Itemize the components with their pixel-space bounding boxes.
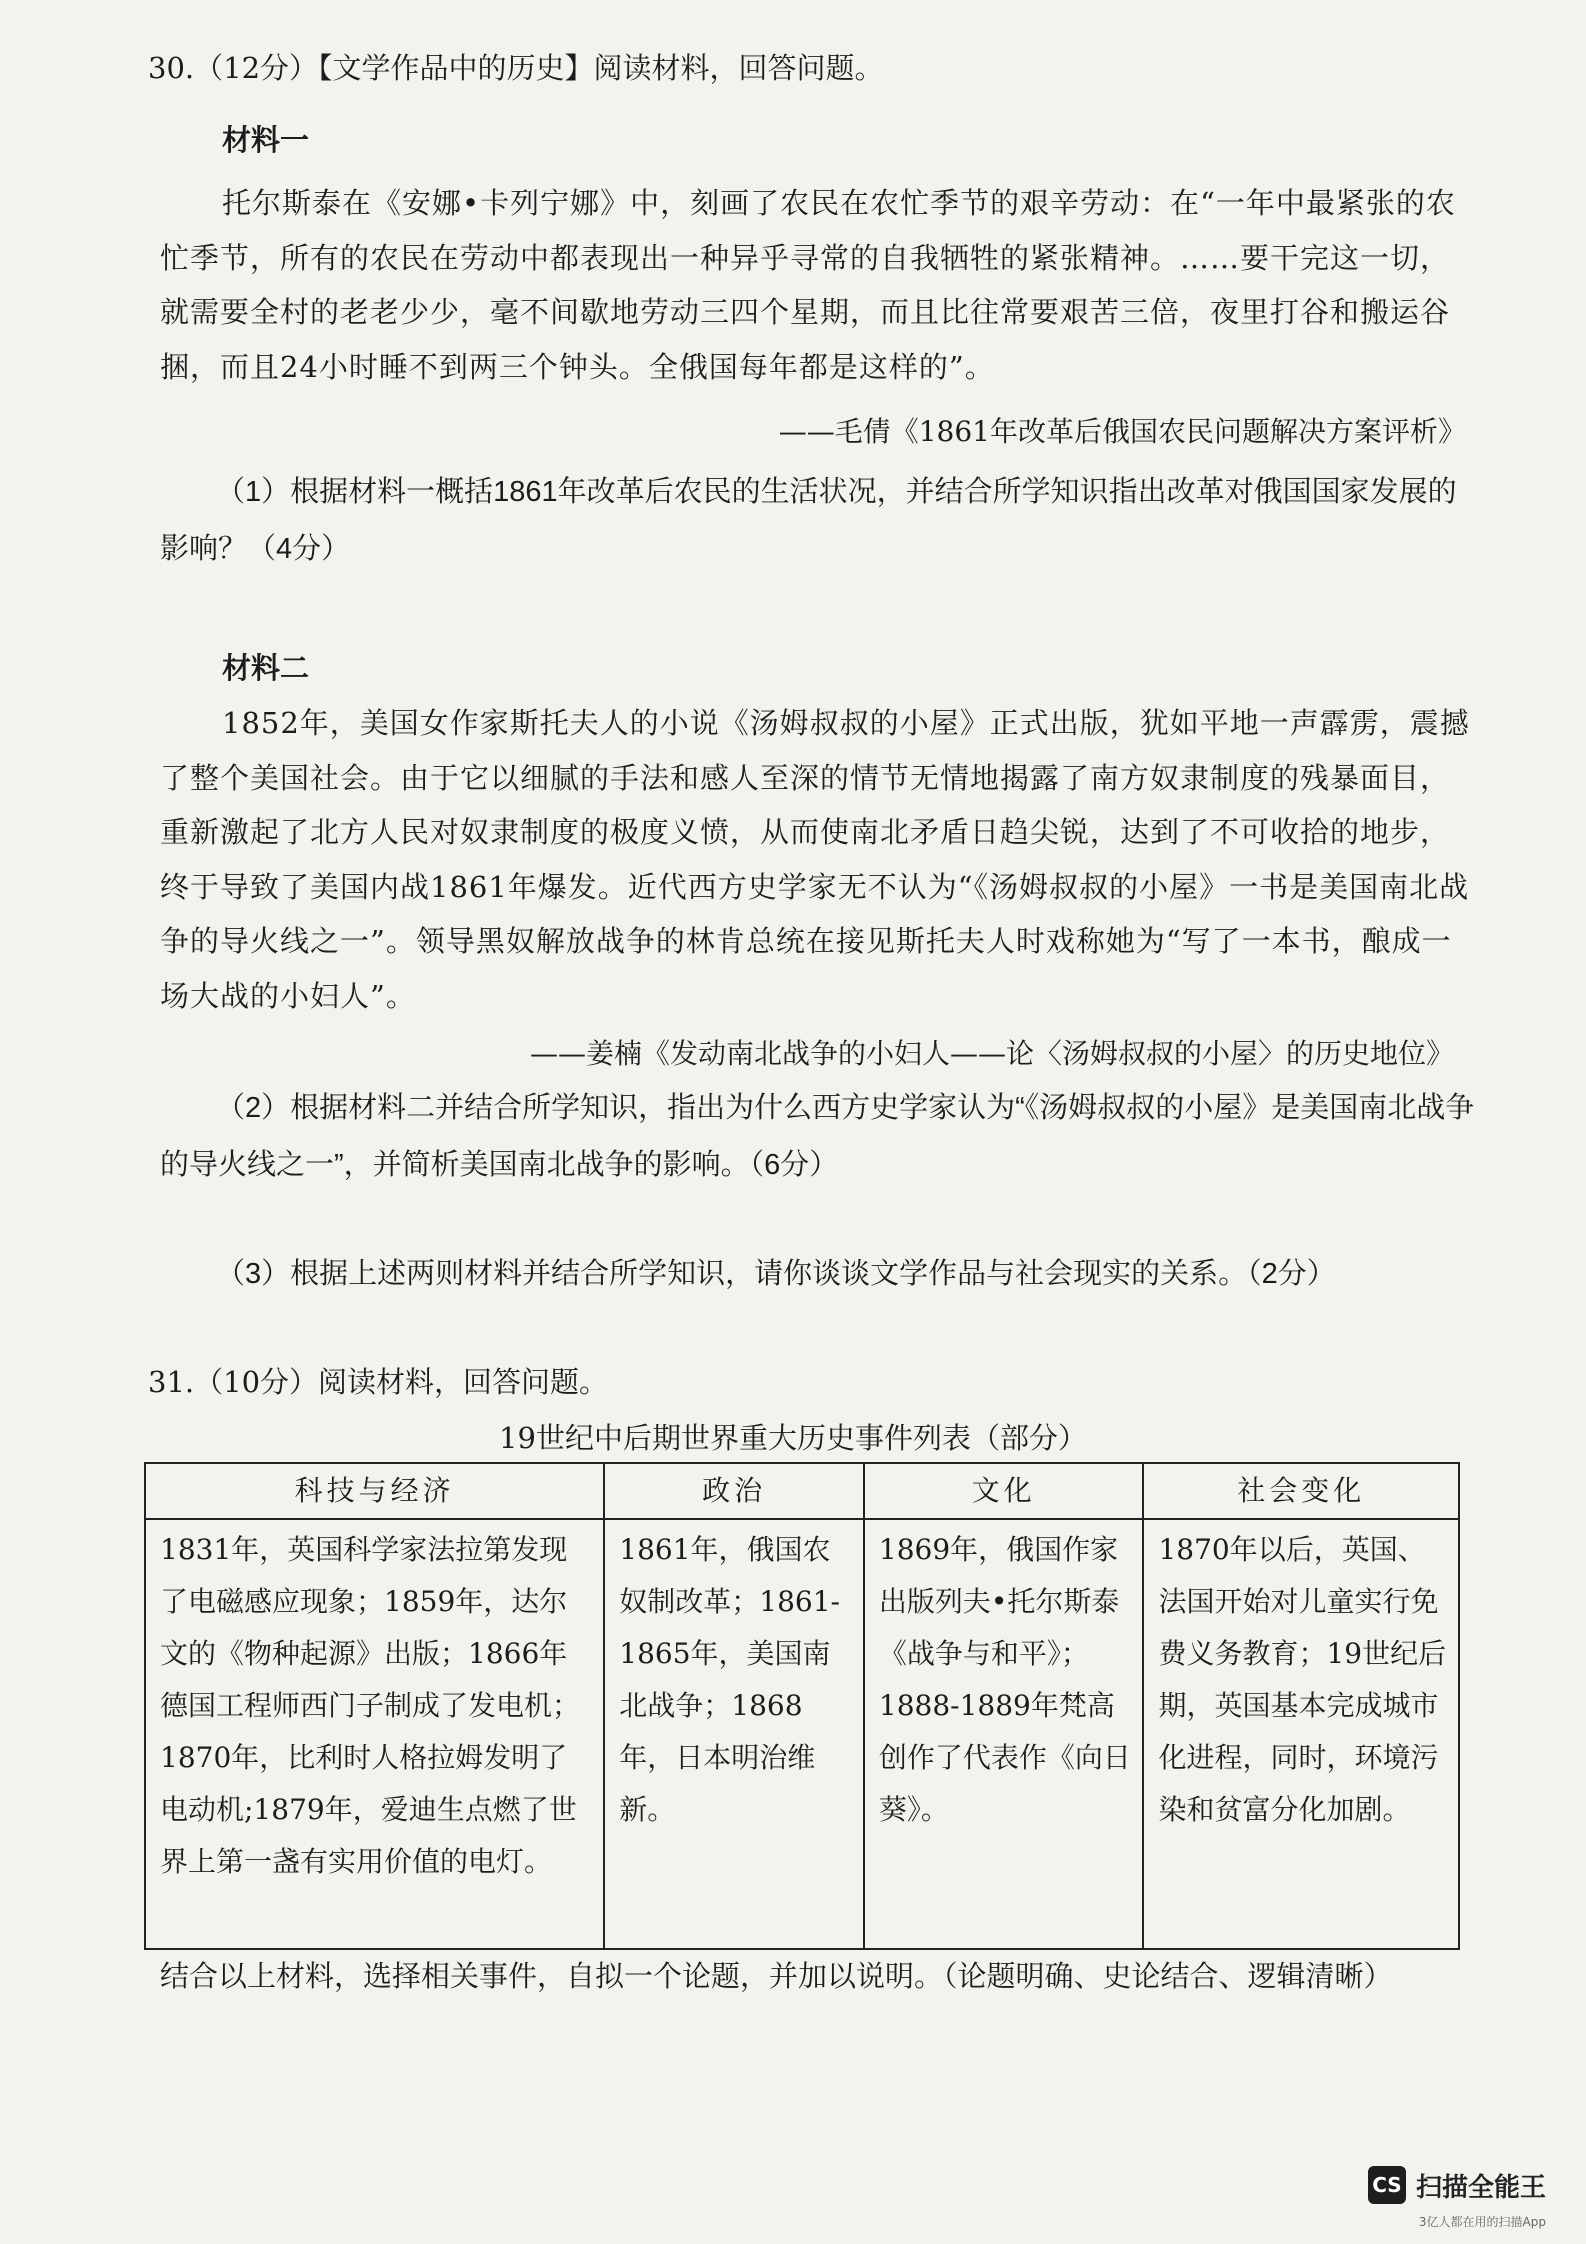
cell-text: 1870年以后，英国、法国开始对儿童实行免费义务教育；19世纪后期，英国基本完成城市化进程，同时，环境污染和贫富分化加剧。 [1158, 1533, 1447, 1826]
material-2-text: 1852年，美国女作家斯托夫人的小说《汤姆叔叔的小屋》正式出版，犹如平地一声霹雳，震撼了整个美国社会。由于它以细腻的手法和感人至深的情节无情地揭露了南方奴隶制度的残暴面目，重新激起了北方人民对奴隶制度的极度义愤，从而使南北矛盾日趋尖锐，达到了不可收拾的地步，终于导致了美国内战1861年爆发。近代西方史学家无不认为“《汤姆叔叔的小屋》一书是美国南北战争的导火线之一”。领导黑奴解放战争的林肯总统在接见斯托夫人时戏称她为“写了一本书，酿成一场大战的小妇人”。 [160, 706, 1470, 1013]
material-2-source: ——姜楠《发动南北战争的小妇人——论〈汤姆叔叔的小屋〉的历史地位》 [529, 1037, 1454, 1070]
cell-text: 1861年，俄国农奴制改革；1861-1865年，美国南北战争；1868年，日本明治维新。 [619, 1533, 840, 1826]
scanner-watermark [1368, 2166, 1546, 2204]
column-header: 政治 [604, 1463, 864, 1519]
table-cell [864, 1519, 1144, 1949]
column-header: 社会变化 [1143, 1463, 1459, 1519]
material-2-label: 材料二 [222, 651, 310, 685]
watermark-subtext: 3亿人都在用的扫描App [1418, 2215, 1546, 2229]
question-31-task: 结合以上材料，选择相关事件，自拟一个论题，并加以说明。（论题明确、史论结合、逻辑清晰） [160, 1961, 1393, 1993]
material-1-source: ——毛倩《1861年改革后俄国农民问题解决方案评析》 [778, 415, 1466, 448]
table-row [145, 1519, 1459, 1949]
column-header: 科技与经济 [145, 1463, 604, 1519]
table-title: 19世纪中后期世界重大历史事件列表（部分） [499, 1421, 1087, 1455]
cell-text: 1869年，俄国作家出版列夫•托尔斯泰《战争与和平》；1888-1889年梵高创作了代表作《向日葵》。 [878, 1533, 1131, 1826]
question-30-3: （3）根据上述两则材料并结合所学知识，请你谈谈文学作品与社会现实的关系。（2分） [216, 1258, 1336, 1290]
material-1-text: 托尔斯泰在《安娜•卡列宁娜》中，刻画了农民在农忙季节的艰辛劳动：在“一年中最紧张的农忙季节，所有的农民在劳动中都表现出一种异乎寻常的自我牺牲的紧张精神。……要干完这一切，就需要全村的老老少少，毫不间歇地劳动三四个星期，而且比往常要艰苦三倍，夜里打谷和搬运谷捆，而且24小时睡不到两三个钟头。全俄国每年都是这样的”。 [160, 186, 1456, 384]
question-30-1: （1）根据材料一概括1861年改革后农民的生活状况，并结合所学知识指出改革对俄国国家发展的影响？（4分） [160, 476, 1457, 565]
question-30-2: （2）根据材料二并结合所学知识，指出为什么西方史学家认为“《汤姆叔叔的小屋》是美国南北战争的导火线之一”，并简析美国南北战争的影响。（6分） [160, 1092, 1475, 1181]
column-header: 文化 [864, 1463, 1144, 1519]
question-31-header: 31.（10分）阅读材料，回答问题。 [148, 1365, 609, 1399]
table-cell [604, 1519, 864, 1949]
table-cell [1143, 1519, 1459, 1949]
history-events-table [144, 1462, 1460, 1950]
cell-text: 1831年，英国科学家法拉第发现了电磁感应现象；1859年，达尔文的《物种起源》出版；1866年德国工程师西门子制成了发电机；1870年，比利时人格拉姆发明了电动机;1879年，爱迪生点燃了世界上第一盏有实用价值的电灯。 [160, 1533, 581, 1878]
watermark-text: 扫描全能王 [1415, 2172, 1546, 2203]
material-1-label: 材料一 [222, 123, 310, 157]
camscanner-logo-icon: CS [1368, 2166, 1406, 2204]
question-30-header: 30.（12分）【文学作品中的历史】阅读材料，回答问题。 [148, 51, 884, 85]
table-header-row [145, 1463, 1459, 1519]
table-cell [145, 1519, 604, 1949]
